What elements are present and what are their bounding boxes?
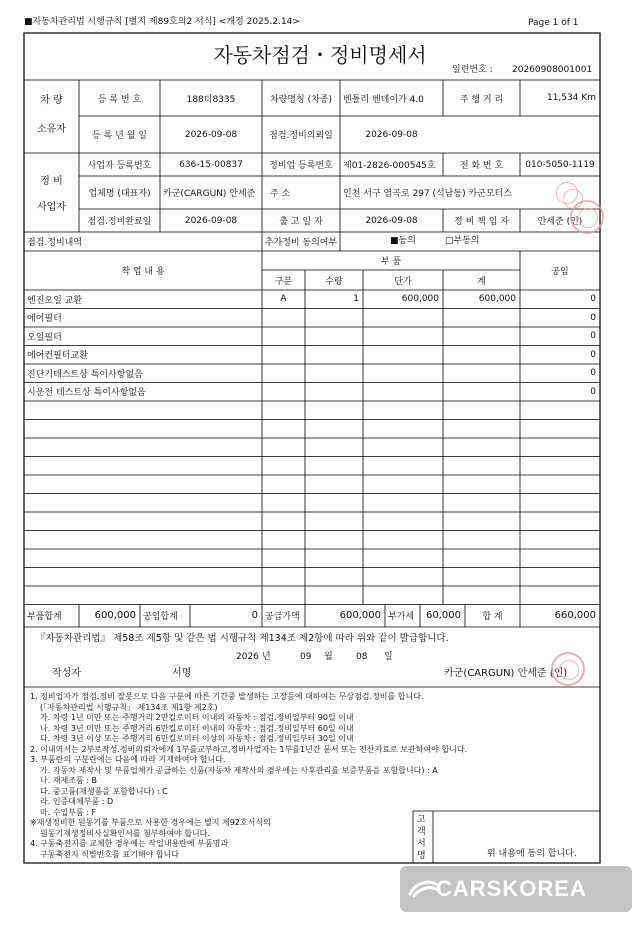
responsible-label: 정 비 책 임 자 [454, 217, 509, 227]
logo-icon [408, 878, 438, 900]
row-kind: A [280, 294, 287, 305]
row-labor: 0 [590, 312, 596, 323]
phone-label: 전 화 번 호 [459, 161, 504, 171]
completion-date-value: 2026-09-08 [184, 215, 238, 226]
parts-total-label: 부품합계 [27, 612, 62, 623]
note-line: 1. 정비업자가 점검.정비 잘못으로 다음 구분에 따른 기간중 발생하는 고장등에 대하여는 무상점검.정비를 합니다. [30, 692, 424, 701]
row-labor: 0 [590, 331, 596, 342]
supply-price-value: 600,000 [339, 610, 381, 622]
sign-label: 서명 [172, 668, 192, 679]
completion-date-label: 점검.정비완료일 [87, 217, 152, 227]
consent-disagree-checkbox[interactable]: □부동의 [445, 236, 480, 246]
labor-total-value: 0 [251, 610, 258, 622]
col-price: 단가 [394, 276, 412, 287]
release-date-value: 2026-09-08 [365, 215, 418, 226]
mileage-label: 주 행 거 리 [459, 94, 504, 105]
note-line: 나. 재제조품 : B [40, 776, 97, 785]
document-title: 자동차점검・정비명세서 [213, 43, 427, 67]
col-parts: 부 품 [380, 257, 402, 267]
issue-day: 08 [356, 652, 368, 662]
note-line: 가. 자동차 제작사 및 부품업체가 공급하는 신품(자동차 제작사의 경우에는 사후관리를 보증부품을 포함합니다) : A [40, 765, 438, 775]
note-line: 3. 부품란의 구분란에는 다음에 따라 기재하여야 합니다. [30, 755, 226, 764]
form-reference: ■자동차관리법 시행규칙 [별지 제89호의2 서식] <개정 2025.2.14> [24, 17, 300, 27]
writer-label: 작성자 [52, 668, 81, 679]
phone-value: 010-5050-1119 [525, 159, 595, 170]
row-labor: 0 [590, 386, 596, 397]
company-name-label: 업체명 (대표자) [88, 189, 151, 199]
owner-section-line1: 차 량 [40, 94, 63, 106]
issuer-name: 카군(CARGUN) 안세준 (인) [444, 668, 568, 679]
issue-month-unit: 월 [324, 652, 333, 662]
parts-total-value: 600,000 [94, 610, 136, 622]
col-total: 계 [477, 276, 486, 287]
issue-year: 2026 [236, 652, 259, 662]
note-line: ※재생정비한 원동기를 부품으로 사용한 경우에는 별지 제92호서식의 [30, 818, 271, 827]
responsible-value: 안세준 (인) [537, 217, 583, 227]
shop-reg-value: 제01-2826-000545호 [343, 161, 436, 171]
model-value: 벤틀리 벤테이가 4.0 [343, 94, 424, 105]
note-line: (「자동차관리법 시행규칙」 제134조 제1항 제2호) [40, 702, 218, 712]
col-qty: 수량 [325, 276, 343, 287]
watermark-logo [400, 866, 632, 912]
supply-price-label: 공급가액 [265, 612, 300, 623]
row-total: 600,000 [478, 294, 516, 305]
release-date-label: 출 고 일 자 [279, 217, 323, 227]
shop-seal-stamp-small [556, 182, 578, 204]
row-labor: 0 [590, 294, 596, 305]
mileage-value: 11,534 Km [546, 93, 596, 103]
row-work-name: 에어컨필터교환 [27, 351, 88, 362]
note-line: 구동축전지 식별번호를 표기해야 합니다 [40, 849, 180, 859]
reg-date-label: 등 록 년 월 일 [92, 131, 147, 141]
row-qty: 1 [353, 294, 359, 305]
vat-label: 부가세 [388, 612, 415, 623]
col-work-content: 작 업 내 용 [121, 267, 165, 277]
customer-sign-label: 고객서명 [417, 815, 426, 861]
work-list-label: 점검.정비내역 [27, 238, 83, 248]
issuer-seal-stamp [551, 652, 585, 686]
serial-label: 일련번호 : [452, 65, 493, 75]
owner-section-line2: 소유자 [37, 124, 66, 135]
note-line: 나. 차령 3년 미만 또는 주행거리 6만킬로미터 이내의 자동차 : 점검.정비일부터 60일 이내 [40, 723, 354, 733]
row-work-name: 에어필터 [27, 314, 62, 325]
grand-total-value: 660,000 [554, 610, 596, 622]
biz-no-label: 사업자 등록번호 [87, 161, 152, 171]
address-label: 주 소 [270, 189, 291, 199]
row-labor: 0 [590, 349, 596, 360]
note-line: 다. 차령 3년 이상 또는 주행거리 6만킬로미터 이상의 자동차 : 점검.정비일부터 30일 이내 [40, 734, 354, 743]
consent-agree-checkbox[interactable]: ■동의 [390, 236, 416, 246]
col-kind: 구분 [274, 276, 293, 287]
shop-section-line2: 사업자 [37, 202, 66, 213]
watermark-text: CARSKOREA [436, 876, 587, 901]
note-line: 다. 중고품(재생품을 포함합니다) : C [40, 786, 168, 796]
extra-work-consent-label: 추가정비 동의여부 [264, 238, 338, 248]
model-label: 차량명칭 (차종) [269, 94, 333, 105]
shop-reg-label: 정비업 등록번호 [269, 161, 333, 171]
page-number: Page 1 of 1 [528, 18, 579, 28]
col-labor: 공임 [551, 267, 569, 277]
reg-no-label: 등 록 번 호 [97, 94, 142, 105]
request-date-label: 점검.정비의뢰일 [269, 131, 333, 141]
row-work-name: 오일필터 [27, 332, 62, 343]
issue-statement: 『자동차관리법』 제58조 제5항 및 같은 법 시행규칙 제134조 제2항에 따라 위와 같이 발급합니다. [36, 633, 449, 644]
shop-section-line1: 정 비 [40, 176, 63, 187]
company-name-value: 카군(CARGUN) 안세준 [163, 189, 256, 199]
request-date-value: 2026-09-08 [365, 129, 418, 140]
row-work-name: 시운전 테스트상 특이사항없음 [27, 388, 146, 399]
note-line: 원동기재생정비사실확인서를 첨부하여야 합니다. [40, 828, 210, 838]
row-work-name: 엔진오일 교환 [27, 295, 83, 306]
issue-year-unit: 년 [262, 652, 271, 662]
serial-number: 20260908001001 [512, 65, 593, 75]
address-value: 인천 서구 염곡로 297 (석남동) 카군모터스 [343, 189, 512, 199]
vat-value: 60,000 [426, 610, 461, 622]
row-price: 600,000 [401, 294, 439, 305]
reg-no-value: 188더8335 [186, 94, 236, 105]
reg-date-value: 2026-09-08 [184, 129, 238, 140]
note-line: 라. 인증대체부품 : D [40, 797, 114, 806]
issue-month: 09 [300, 652, 312, 662]
row-labor: 0 [590, 368, 596, 379]
note-line: 마. 수입부품 : F [40, 807, 97, 817]
labor-total-label: 공임합계 [143, 612, 178, 623]
notes-block [30, 692, 600, 860]
biz-no-value: 636-15-00837 [179, 159, 243, 170]
note-line: 가. 차령 1년 미만 또는 주행거리 2만킬로미터 이내의 자동차 : 점검.정비일부터 90일 이내 [40, 713, 354, 722]
row-work-name: 진단기테스트상 특이사항없음 [27, 369, 143, 380]
note-line: 2. 이내역서는 2부로작성.정비의뢰자에게 1부를교부하고,정비사업자는 1부를1년간 문서 또는 전산자료로 보관하여야 합니다. [30, 744, 468, 754]
issue-day-unit: 일 [384, 652, 393, 662]
grand-total-label: 합 계 [482, 612, 503, 623]
note-line: 4. 구동축전지를 교체한 경우에는 작업내용란에 부품명과 [30, 839, 229, 848]
customer-consent-text: 위 내용에 동의 합니다. [487, 849, 577, 859]
